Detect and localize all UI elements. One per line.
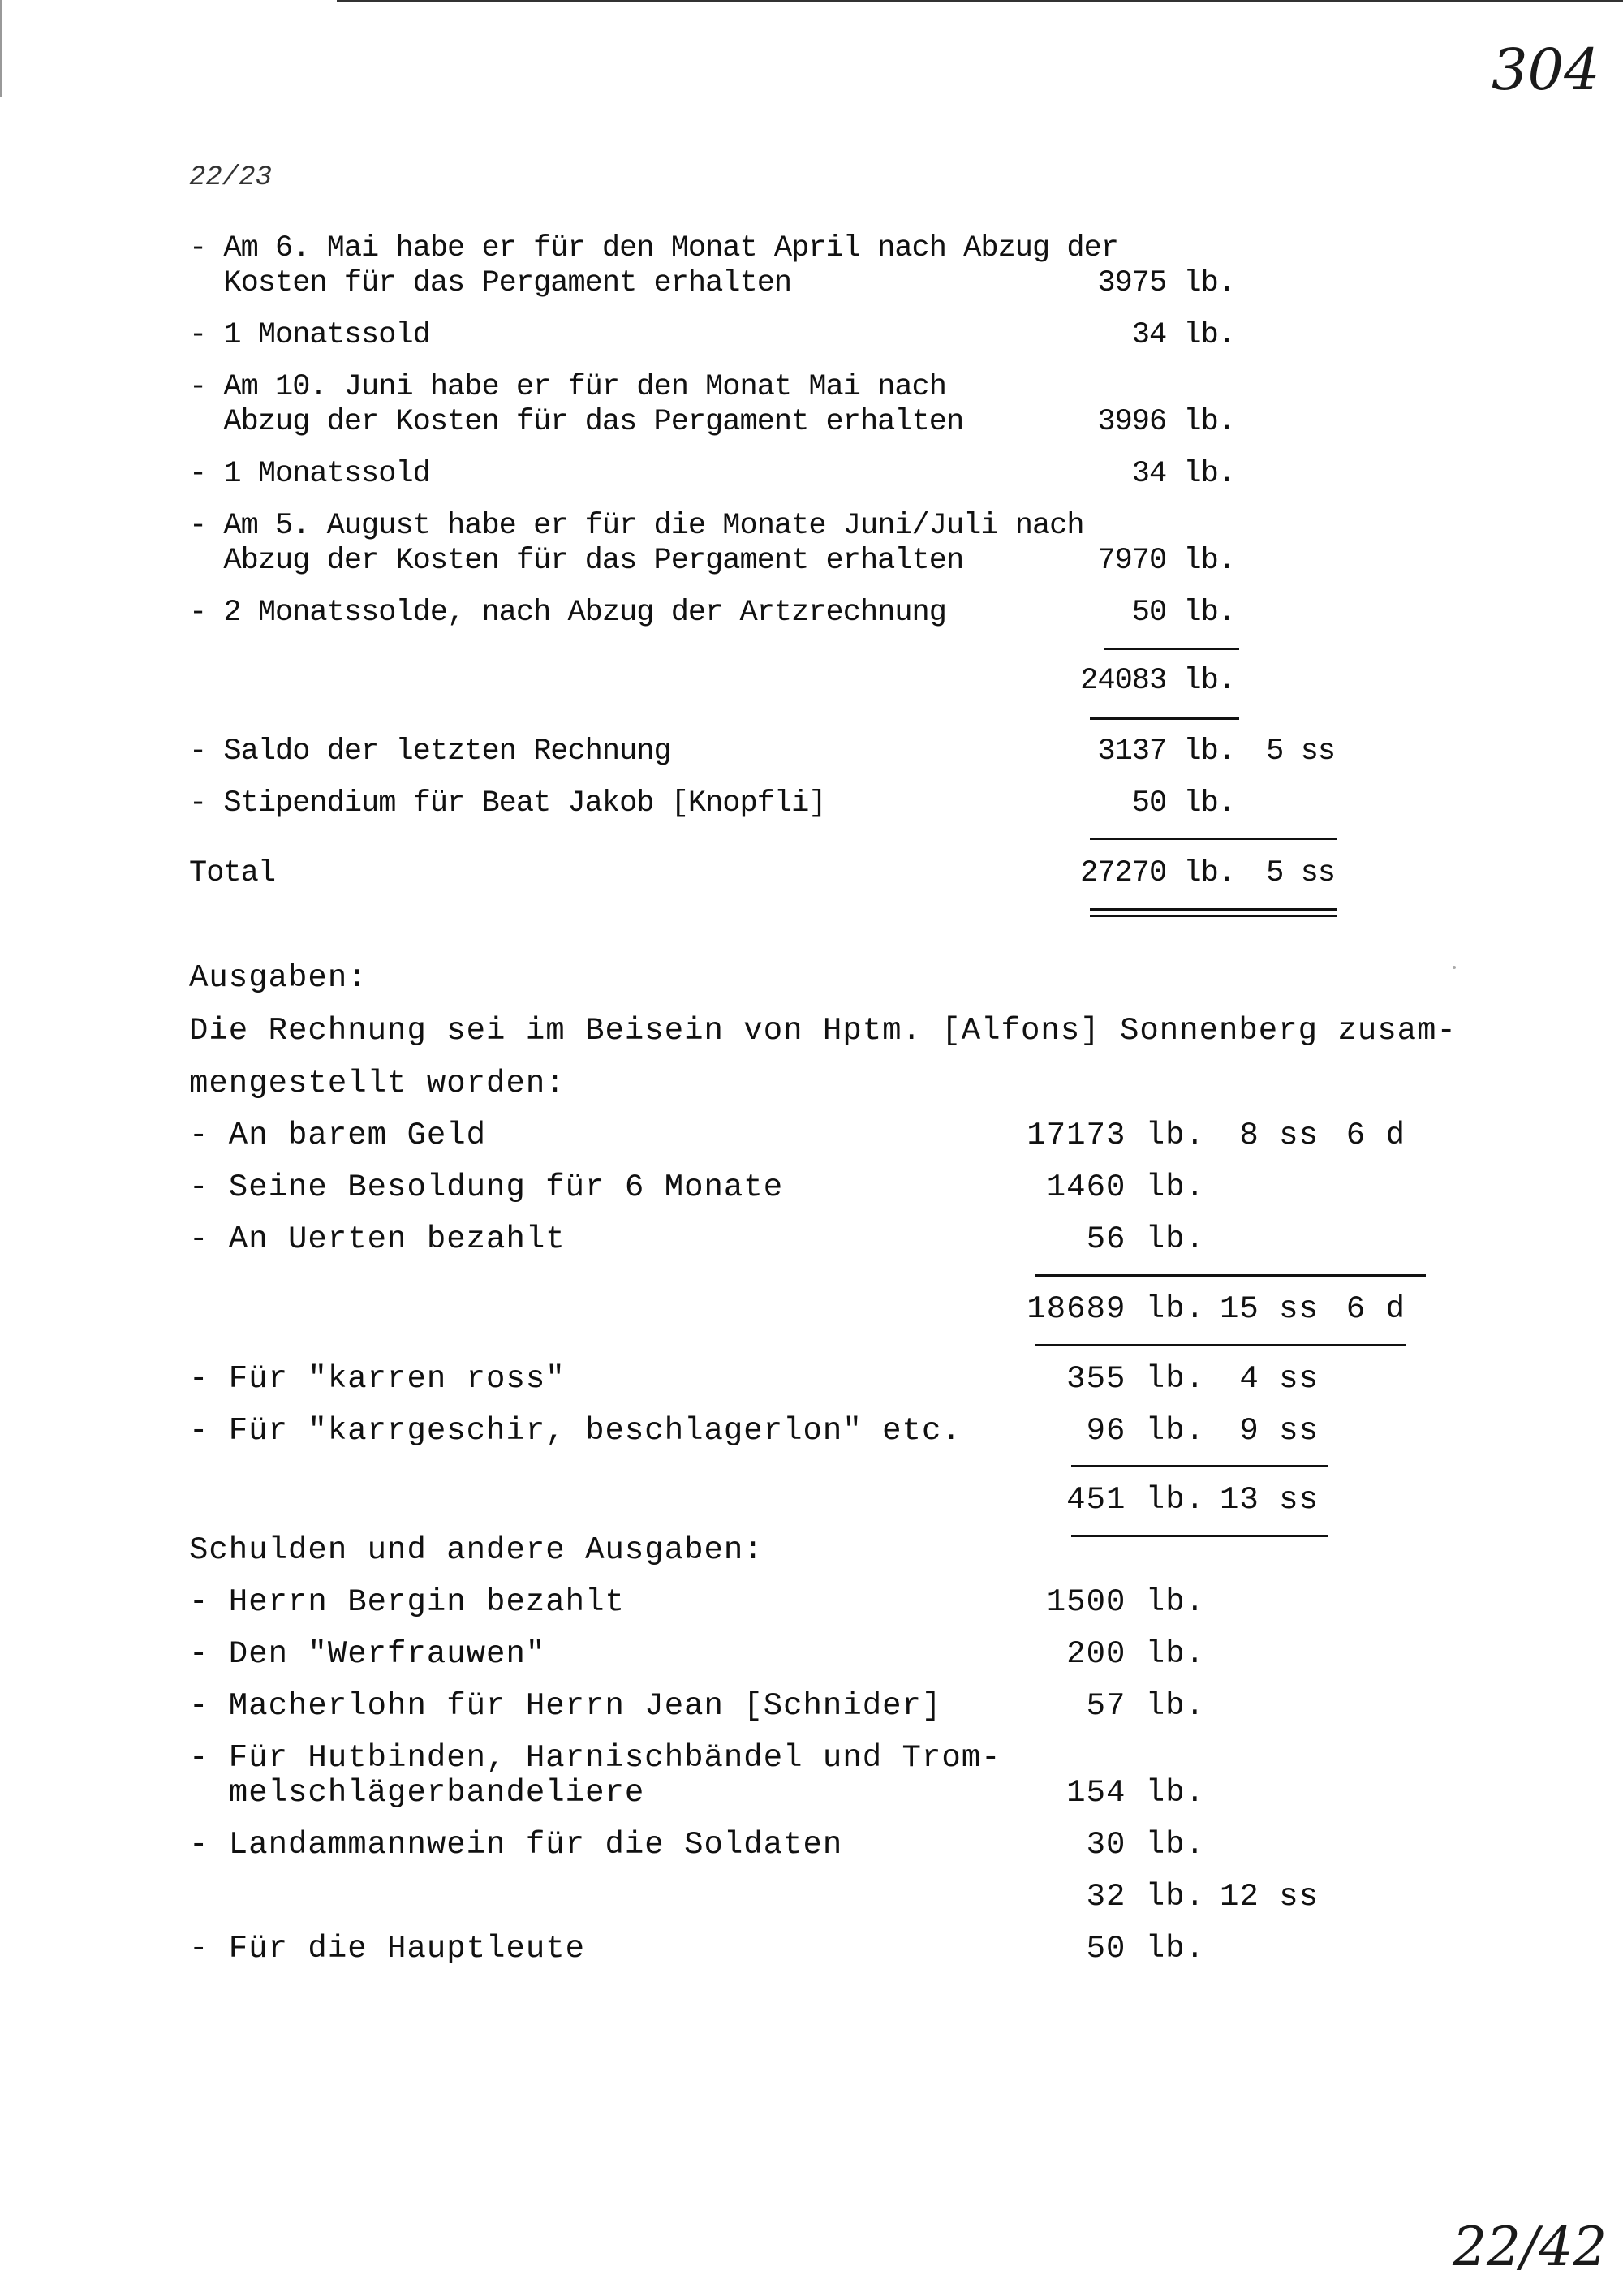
left-border-line bbox=[0, 0, 2, 97]
expenses-heading: Ausgaben: bbox=[189, 960, 368, 996]
expenses-intro-line-2: mengestellt worden: bbox=[189, 1066, 566, 1101]
income-item-5-line-1: - Am 5. August habe er für die Monate Juni/Juli nach bbox=[189, 509, 1084, 543]
income-item-4: - 1 Monatssold bbox=[189, 457, 430, 491]
debt-hutbinden-lb: 154 lb. bbox=[1066, 1775, 1205, 1811]
expense-besoldung: - Seine Besoldung für 6 Monate bbox=[189, 1170, 784, 1205]
group2-rule bbox=[1071, 1465, 1328, 1467]
stipendium-label: - Stipendium für Beat Jakob [Knopfli] bbox=[189, 786, 826, 821]
debt-landammannwein-lb: 30 lb. bbox=[1086, 1827, 1205, 1863]
debt-bergin: - Herrn Bergin bezahlt bbox=[189, 1584, 625, 1620]
expense-karren-ross-ss: 4 ss bbox=[1239, 1361, 1319, 1397]
debt-hutbinden-line-1: - Für Hutbinden, Harnischbändel und Trom- bbox=[189, 1740, 1001, 1776]
subtotal-rule bbox=[1104, 648, 1239, 650]
scan-speck bbox=[1453, 966, 1456, 969]
expense-karrgeschir-lb: 96 lb. bbox=[1086, 1413, 1205, 1449]
debt-landammannwein: - Landammannwein für die Soldaten bbox=[189, 1827, 843, 1863]
group1-total-d: 6 d bbox=[1345, 1291, 1406, 1327]
handwritten-page-number: 304 bbox=[1492, 37, 1600, 103]
debt-extra-lb: 32 lb. bbox=[1086, 1879, 1205, 1915]
top-border-line bbox=[337, 0, 1623, 2]
income-item-2-amount: 34 lb. bbox=[1131, 318, 1235, 352]
expense-karrgeschir: - Für "karrgeschir, beschlagerlon" etc. bbox=[189, 1413, 962, 1449]
debt-bergin-lb: 1500 lb. bbox=[1046, 1584, 1205, 1620]
income-item-2: - 1 Monatssold bbox=[189, 318, 430, 352]
group1-underline bbox=[1035, 1344, 1406, 1346]
group1-rule bbox=[1035, 1274, 1426, 1277]
group2-total-ss: 13 ss bbox=[1219, 1482, 1319, 1518]
expense-karren-ross: - Für "karren ross" bbox=[189, 1361, 566, 1397]
total-ss: 5 ss bbox=[1266, 856, 1335, 890]
total-double-rule-2 bbox=[1090, 915, 1337, 917]
income-item-6-amount: 50 lb. bbox=[1131, 596, 1235, 630]
income-item-6: - 2 Monatssolde, nach Abzug der Artzrechnung bbox=[189, 596, 946, 630]
debt-werfrauwen-lb: 200 lb. bbox=[1066, 1636, 1205, 1672]
income-item-1-amount: 3975 lb. bbox=[1097, 266, 1235, 300]
expense-barem-geld: - An barem Geld bbox=[189, 1118, 487, 1153]
expense-barem-geld-ss: 8 ss bbox=[1239, 1118, 1319, 1153]
expense-uerten-lb: 56 lb. bbox=[1086, 1221, 1205, 1257]
income-item-3-line-2: Abzug der Kosten für das Pergament erhalten bbox=[189, 405, 964, 439]
debt-hauptleute: - Für die Hauptleute bbox=[189, 1931, 586, 1966]
expense-karrgeschir-ss: 9 ss bbox=[1239, 1413, 1319, 1449]
income-item-1-line-2: Kosten für das Pergament erhalten bbox=[189, 266, 792, 300]
total-rule bbox=[1090, 838, 1337, 840]
group1-total-ss: 15 ss bbox=[1219, 1291, 1319, 1327]
income-item-3-amount: 3996 lb. bbox=[1097, 405, 1235, 439]
stipendium-amount: 50 lb. bbox=[1131, 786, 1235, 821]
group2-underline bbox=[1071, 1535, 1328, 1537]
income-item-4-amount: 34 lb. bbox=[1131, 457, 1235, 491]
income-subtotal: 24083 lb. bbox=[1080, 664, 1235, 698]
handwritten-reference: 22/42 bbox=[1453, 2216, 1608, 2278]
debt-macherlohn-lb: 57 lb. bbox=[1086, 1688, 1205, 1724]
expense-karren-ross-lb: 355 lb. bbox=[1066, 1361, 1205, 1397]
income-item-1-line-1: - Am 6. Mai habe er für den Monat April nach Abzug der bbox=[189, 231, 1118, 265]
saldo-amount: 3137 lb. bbox=[1097, 734, 1235, 769]
debt-hauptleute-lb: 50 lb. bbox=[1086, 1931, 1205, 1966]
income-item-5-amount: 7970 lb. bbox=[1097, 544, 1235, 578]
expense-besoldung-lb: 1460 lb. bbox=[1046, 1170, 1205, 1205]
debt-macherlohn: - Macherlohn für Herrn Jean [Schnider] bbox=[189, 1688, 942, 1724]
expense-barem-geld-d: 6 d bbox=[1345, 1118, 1406, 1153]
section-reference: 22/23 bbox=[189, 162, 273, 193]
total-amount: 27270 lb. bbox=[1080, 856, 1235, 890]
debt-hutbinden-line-2: melschlägerbandeliere bbox=[189, 1775, 645, 1811]
total-label: Total bbox=[189, 856, 276, 890]
subtotal-underline bbox=[1090, 717, 1239, 720]
expenses-intro-line-1: Die Rechnung sei im Beisein von Hptm. [Alfons] Sonnenberg zusam- bbox=[189, 1013, 1457, 1049]
expense-barem-geld-lb: 17173 lb. bbox=[1027, 1118, 1205, 1153]
debt-werfrauwen: - Den "Werfrauwen" bbox=[189, 1636, 546, 1672]
group1-total-lb: 18689 lb. bbox=[1027, 1291, 1205, 1327]
total-double-rule-1 bbox=[1090, 908, 1337, 911]
income-item-5-line-2: Abzug der Kosten für das Pergament erhalten bbox=[189, 544, 964, 578]
saldo-ss: 5 ss bbox=[1266, 734, 1335, 769]
expense-uerten: - An Uerten bezahlt bbox=[189, 1221, 566, 1257]
debts-heading: Schulden und andere Ausgaben: bbox=[189, 1532, 764, 1568]
saldo-label: - Saldo der letzten Rechnung bbox=[189, 734, 671, 769]
income-item-3-line-1: - Am 10. Juni habe er für den Monat Mai nach bbox=[189, 370, 946, 404]
group2-total-lb: 451 lb. bbox=[1066, 1482, 1205, 1518]
debt-extra-ss: 12 ss bbox=[1219, 1879, 1319, 1915]
